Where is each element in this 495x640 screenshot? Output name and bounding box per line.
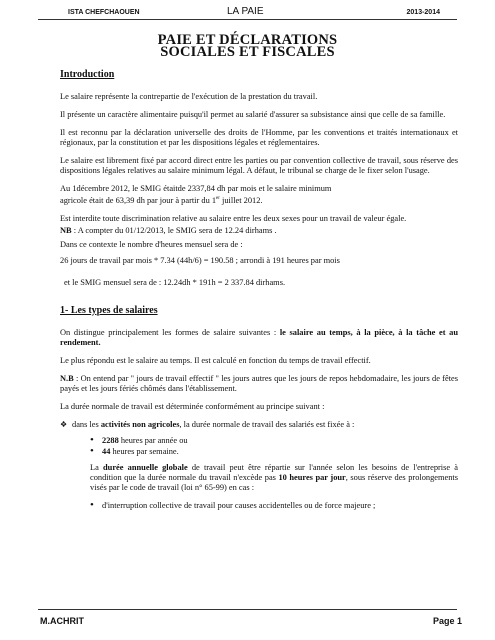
section1-nb [60,374,458,394]
p4-b: durée annuelle globale [103,462,188,472]
list-item [90,447,458,457]
hours-year-value: 2288 [102,435,119,445]
header-topic: LA PAIE [227,6,264,17]
intro-calc-1: 26 jours de travail par mois * 7.34 (44h/6) = 190.58 ; arrondi à 191 heures par mois [60,255,340,265]
intro-calc-2: et le SMIG mensuel sera de : 12.24dh * 191h = 2 337.84 dirhams. [64,277,286,287]
intro-nb [60,226,458,236]
section1-p1-bold: le salaire au temps, à la pièce, à la tâche et au rendement. [60,327,458,347]
intro-paragraph-3: Il est reconnu par la déclaration universelle des droits de l'Homme, par les conventions et traités internationaux et régionaux, par la constitution et par les dispositions légales et réglementaires. [60,128,458,147]
section1-nb-label: N.B [60,373,74,383]
header-school: ISTA CHEFCHAOUEN [68,9,140,16]
list-item [90,436,458,446]
footer-rule [38,609,457,610]
section1-p1-text: On distingue principalement les formes de salaire suivantes : [60,327,280,337]
smig-line-2b: juillet 2012. [219,195,263,205]
intro-nb-text: : A compter du 01/12/2013, le SMIG sera de 12.24 dirhams . [71,225,277,235]
case-list [90,501,458,511]
section1-paragraph-3: La durée normale de travail est déterminée conformément au principe suivant : [60,401,325,411]
header-year: 2013-2014 [406,9,440,16]
p4-e: , sous réserve des prolongements visés par le code de travail (loi n° 65-99) en cas : [90,472,458,492]
list-item: • d'interruption collective de travail pour causes accidentelles ou de force majeure ; [90,501,458,511]
hours-week-value: 44 [102,446,111,456]
duration-list [60,420,458,430]
section1-paragraph-4 [90,463,458,493]
title-line-1: PAIE ET DÉCLARATIONS [157,32,338,48]
section1-paragraph-2: Le plus répondu est le salaire au temps. Il est calculé en fonction du temps de travail effectif. [60,355,371,365]
intro-heading: Introduction [60,69,115,80]
intro-context: Dans ce contexte le nombre d'heures mensuel sera de : [60,239,243,249]
p4-d: 10 heures par jour [278,472,346,482]
bullet1-text-c: , la durée normale de travail des salariés est fixée à : [179,419,355,429]
footer-author: M.ACHRIT [40,616,84,626]
section1-nb-text: : On entend par " jours de travail effectif " les jours autres que les jours de repos hebdomadaire, les jours de fêtes payés et les jours fériés chômés dans l'établissement. [60,373,458,393]
intro-nb-label: NB [60,225,72,235]
intro-paragraph-smig [60,184,458,206]
bullet1-bold: activités non agricoles [100,419,180,429]
list-item [60,420,458,430]
smig-line-1: Au 1décembre 2012, le SMIG étaitde 2337,84 dh par mois et le salaire minimum [60,184,332,193]
bullet1-text-a: dans les [72,419,101,429]
hours-list [90,436,458,457]
header-rule [38,19,457,20]
p4-a: La [90,462,104,472]
smig-line-2a: agricole était de 63,39 dh par jour à partir du 1 [60,195,217,205]
hours-week-text: heures par semaine. [110,446,179,456]
intro-paragraph-1: Le salaire représente la contrepartie de l'exécution de la prestation du travail. [60,92,318,101]
page-header [0,0,495,20]
intro-paragraph-2: Il présente un caractère alimentaire puisqu'il permet au salarié d'assurer sa subsistance ainsi que celle de sa famille. [60,110,446,119]
section1-paragraph-1 [60,328,458,348]
intro-paragraph-6: Est interdite toute discrimination relative au salaire entre les deux sexes pour un travail de valeur égale. [60,213,407,223]
p4-c: de travail peut être répartie sur l'année selon les besoins de l'entreprise à condition que la durée normale du travail n'excède pas [90,462,458,482]
hours-year-text: heures par année ou [118,435,188,445]
intro-paragraph-4: Le salaire est librement fixé par accord direct entre les parties ou par convention collective de travail, sous réserve des dispositions légales relatives au salaire minimum légal. A défaut, le tribunal se charge de le fixer selon l'usage. [60,156,458,175]
footer-page-number: Page 1 [432,616,462,626]
smig-superscript: er [216,196,220,201]
document-body [60,70,458,517]
section1-heading: 1- Les types de salaires [60,304,158,316]
page-footer [0,605,495,640]
document-title [0,34,495,58]
title-line-2: SOCIALES ET FISCALES [160,44,335,60]
